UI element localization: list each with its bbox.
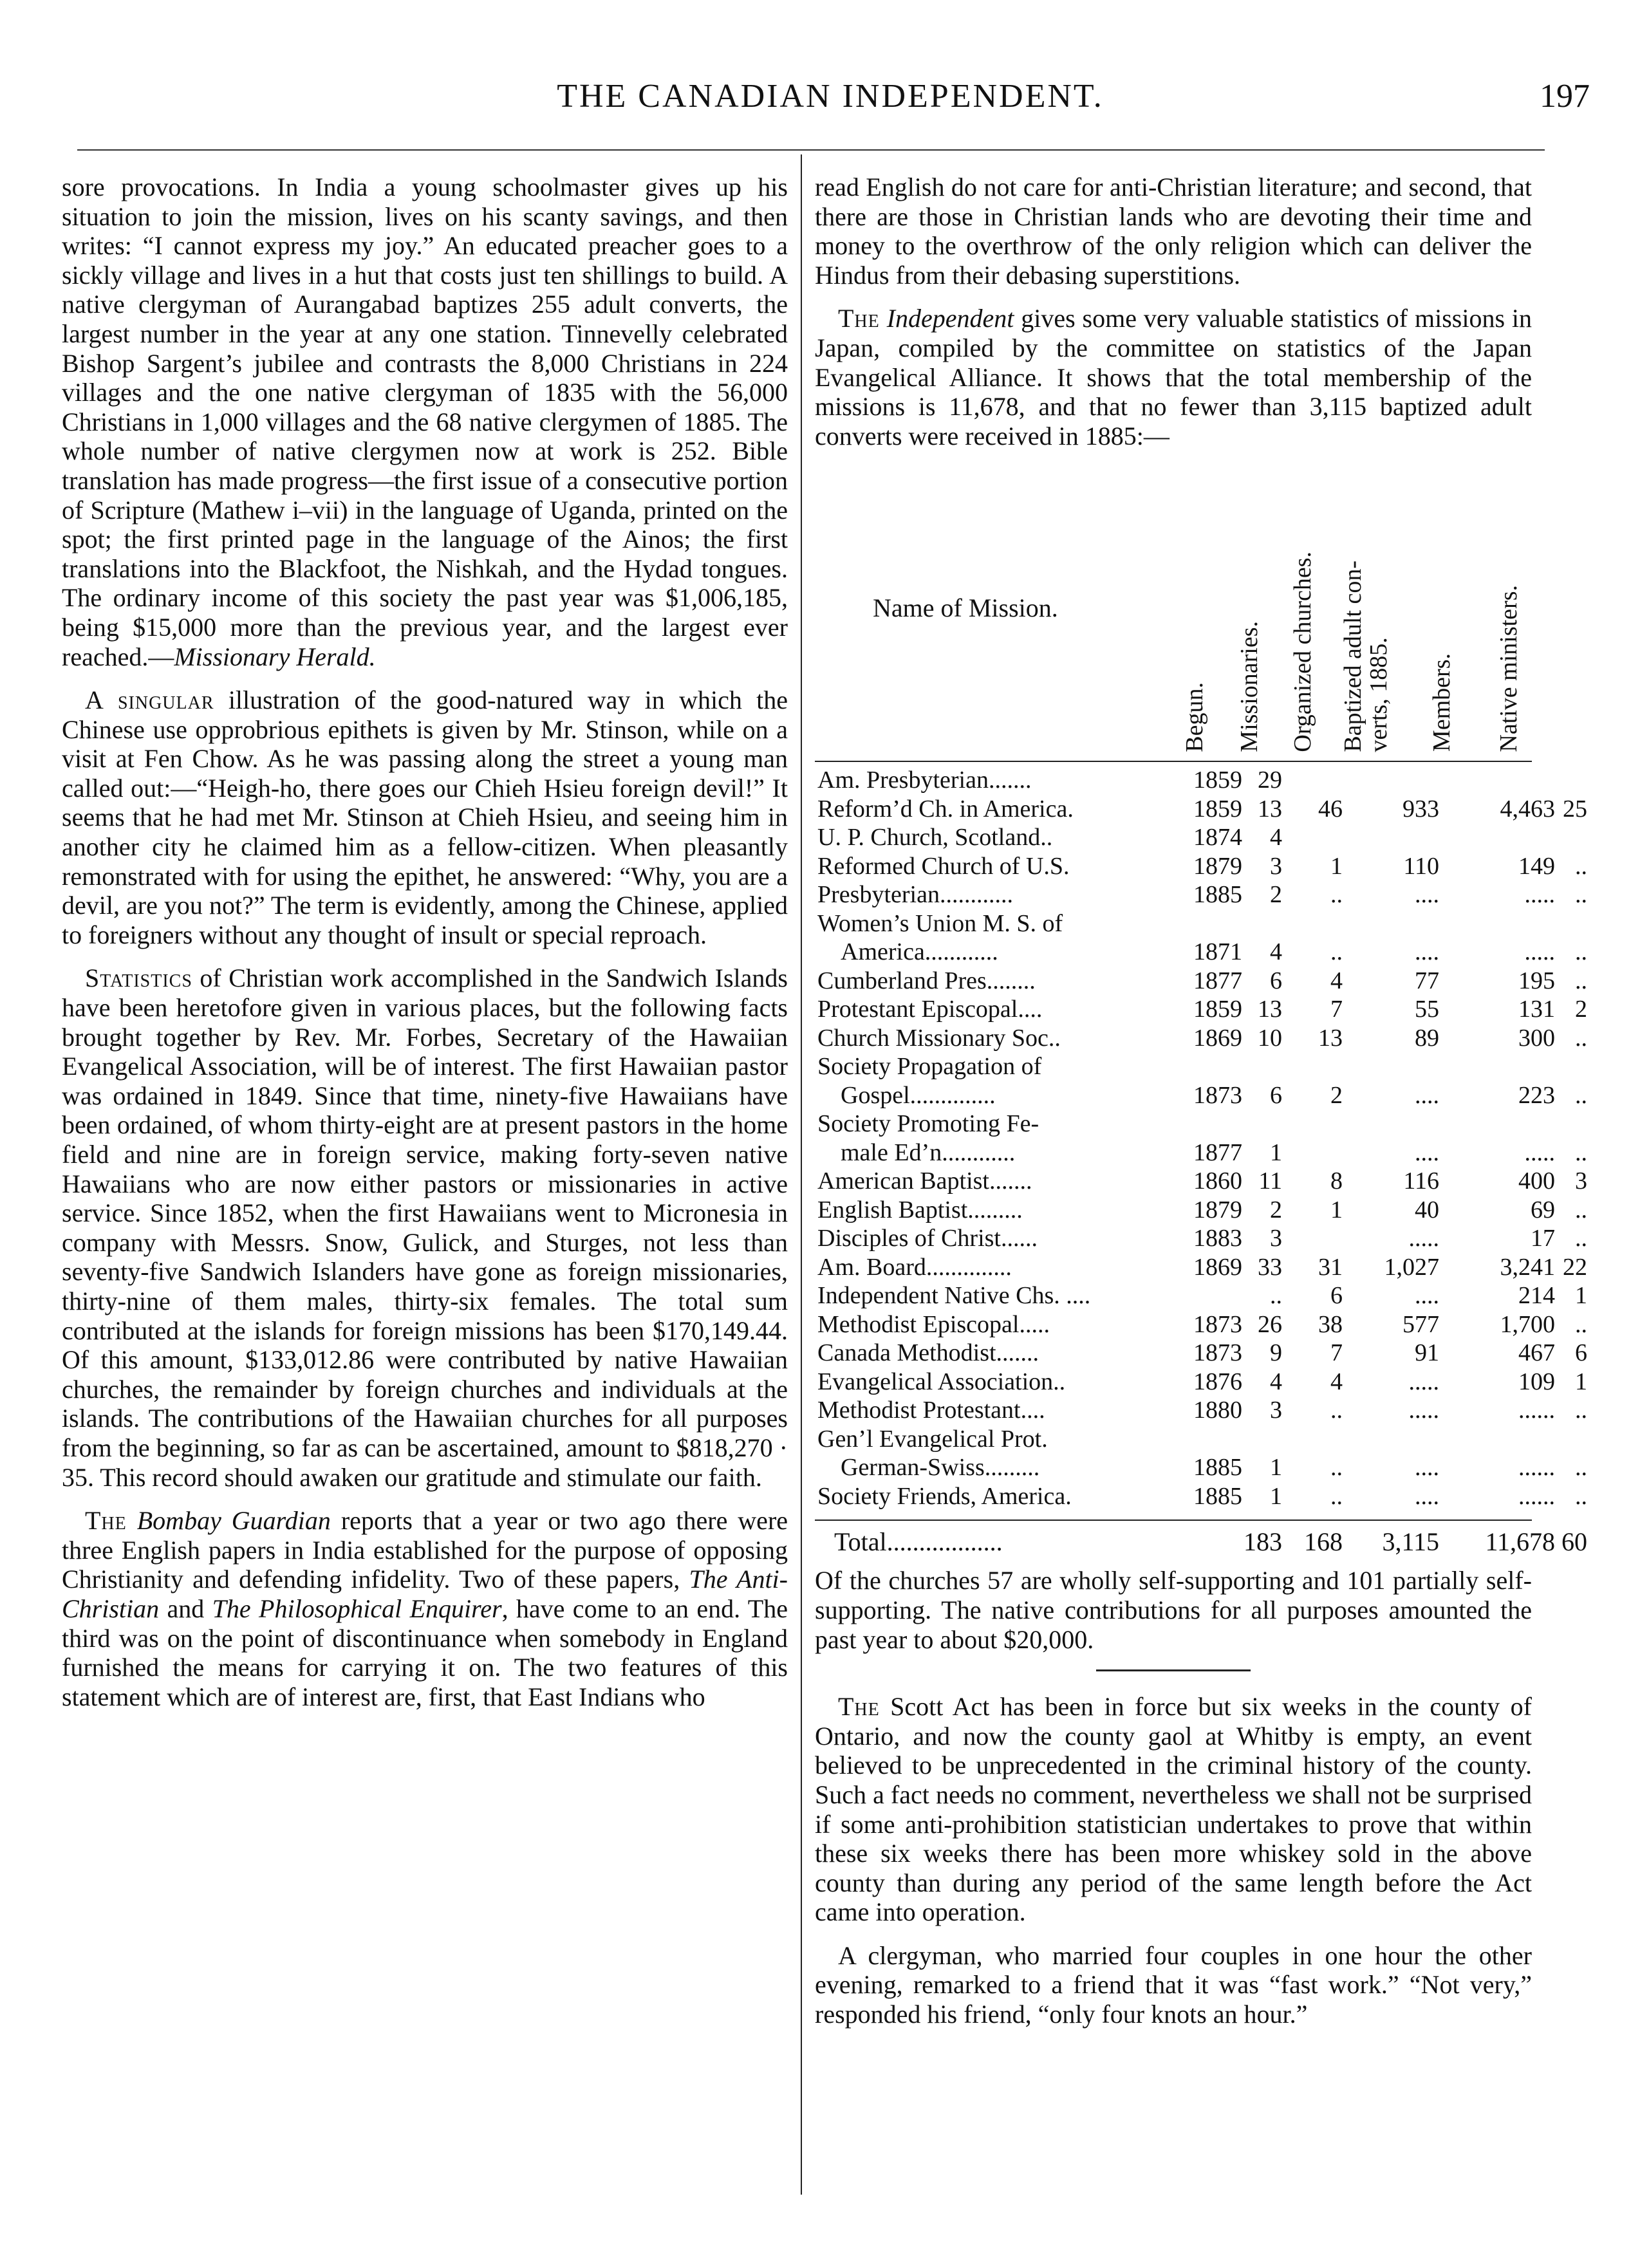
cell-chu: 7 [1330,996,1343,1023]
header-name-of-mission: Name of Mission. [873,593,1058,622]
cell-chu: 6 [1330,1282,1343,1310]
mission-name: Society Friends, America. [817,1482,1072,1510]
cell-beg: 1873 [1193,1310,1242,1338]
cell-nat: .. [1575,881,1587,909]
cell-bap: 577 [1402,1310,1439,1338]
mission-name: Presbyterian............ [817,881,1013,909]
cell-beg: 1859 [1193,767,1242,794]
cell-bap: 110 [1403,852,1439,880]
cell-nat: .. [1575,1225,1587,1252]
cell-chu: 8 [1330,1167,1343,1195]
source-attribution: Missionary Herald. [174,642,376,671]
table-row [815,1425,1532,1454]
cell-bap: 1,027 [1384,1253,1439,1281]
cell-mis: 10 [1258,1024,1282,1052]
cell-mis: 9 [1270,1339,1282,1367]
cell-bap: 116 [1403,1167,1439,1195]
cell-nat: .. [1575,1139,1587,1166]
table-row [815,995,1587,1024]
paper-name: The Philosophical Enquirer [212,1594,502,1623]
cell-bap: ..... [1408,1397,1439,1424]
paper-name: Bombay Guardian [136,1506,331,1536]
table-row [815,795,1587,824]
cell-beg: 1859 [1193,795,1242,823]
lead-word: A singular [85,685,214,715]
cell-mem: 17 [1531,1225,1555,1252]
cell-chu: 46 [1318,795,1343,823]
publication-title: THE CANADIAN INDEPENDENT. [557,78,1104,115]
cell-bap: ..... [1408,1368,1439,1395]
cell-bap: ..... [1408,1225,1439,1252]
table-row [815,1052,1532,1081]
missions-statistics-table [815,465,1587,1558]
table-row [815,1396,1587,1425]
mission-name: Methodist Protestant.... [817,1397,1045,1424]
cell-mem: 4,463 [1500,795,1555,823]
cell-bap: .... [1415,1482,1439,1510]
cell-nat: 25 [1563,795,1587,823]
section-divider [1096,1669,1251,1671]
cell-chu: .. [1330,1397,1343,1424]
cell-mis: 2 [1270,1196,1282,1223]
table-row [815,1196,1587,1225]
cell-mem: 195 [1518,967,1555,994]
header-native-ministers: Native ministers. [1495,584,1522,752]
cell-mem: 400 [1518,1167,1555,1195]
table-row [815,967,1587,996]
mission-name: American Baptist....... [817,1167,1032,1195]
cell-bap: 77 [1415,967,1439,994]
cell-mis: 3 [1270,1397,1282,1424]
table-row [815,938,1587,967]
paragraph-japan-statistics: The Independent gives some very valuable statistics of missions in Japan, compiled by the committee on statistics of the Japan Evangelical Alliance. It shows that the total membership of the missions is 11,678, and that no fewer than 3,115 baptized adult converts were received in 1885:— [815,304,1532,451]
cell-beg: 1874 [1193,824,1242,851]
mission-name: German-Swiss......... [841,1454,1040,1482]
mission-name: Methodist Episcopal..... [817,1310,1050,1338]
table-row [815,1339,1587,1368]
cell-beg: 1860 [1193,1167,1242,1195]
right-column [815,172,1587,2043]
cell-nat: .. [1575,938,1587,966]
cell-mis: 2 [1270,881,1282,909]
cell-mis: 1 [1270,1139,1282,1166]
cell-mis: 13 [1258,795,1282,823]
cell-bap: .... [1415,1139,1439,1166]
cell-mem: ..... [1524,938,1555,966]
cell-beg: 1869 [1193,1253,1242,1281]
mission-name: Gospel.............. [841,1081,996,1109]
total-churches: 168 [1304,1527,1343,1557]
cell-beg: 1879 [1193,1196,1242,1223]
cell-chu: 1 [1330,1196,1343,1223]
cell-mis: 1 [1270,1482,1282,1510]
mission-name: Church Missionary Soc.. [817,1024,1061,1052]
mission-name: Society Promoting Fe- [817,1110,1039,1138]
cell-bap: .... [1415,881,1439,909]
mission-name: Reform’d Ch. in America. [817,795,1074,823]
cell-mem: 467 [1518,1339,1555,1367]
mission-name: Gen’l Evangelical Prot. [817,1425,1048,1453]
cell-beg: 1879 [1193,852,1242,880]
cell-beg: 1859 [1193,996,1242,1023]
lead-word: The [838,304,880,333]
cell-mis: 26 [1258,1310,1282,1338]
mission-name: Society Propagation of [817,1053,1042,1081]
cell-mem: 214 [1518,1282,1555,1310]
cell-chu: 13 [1318,1024,1343,1052]
paragraph-india-missions: sore provocations. In India a young schoolmaster gives up his situation to join the mission, lives on his scanty savings, and then writes: “I cannot express my joy.” An educated preacher goes to a sickly village and lives in a hut that costs just ten shillings to build. A native clergyman of Aurangabad baptizes 255 adult converts, the largest number in the year at any one station. Tinnevelly celebrated Bishop Sargent’s jubilee and contrasts the 8,000 Christians in 224 villages and the one native clergyman of 1835 with the 56,000 Christians in 1,000 villages and the 68 native clergymen of 1885. The whole number of native clergymen now at work is 252. Bible translation has made progress—the first issue of a consecutive portion of Scripture (Mathew i–vii) in the language of Uganda, printed on the spot; the first printed page in the language of the Ainos; the first translations into the Blackfoot, the Nishkah, and the Hydad tongues. The ordinary income of this society the past year was $1,006,185, being $15,000 more than the previous year, and the largest ever reached.—Missionary Herald. [62,172,788,671]
cell-mis: 4 [1270,938,1282,966]
table-row [815,1110,1532,1139]
table-row [815,766,1532,795]
mission-name: Cumberland Pres........ [817,967,1036,994]
mission-name: Protestant Episcopal.... [817,996,1043,1023]
paragraph-scott-act: The Scott Act has been in force but six weeks in the county of Ontario, and now the county gaol at Whitby is empty, an event believed to be unprecedented in the criminal history of the county. Such a fact needs no comment, nevertheless we shall not be surprised if some anti-prohibition statistician undertakes to prove that within these six weeks there has been more whiskey sold in the above county than during any period of the same length before the Act came into operation. [815,1692,1532,1927]
lead-word: The [838,1692,880,1722]
cell-mis: 3 [1270,1225,1282,1252]
table-row [815,880,1587,909]
cell-nat: .. [1575,967,1587,994]
mission-name: Disciples of Christ...... [817,1225,1038,1252]
left-column [62,172,788,1725]
cell-mem: ...... [1518,1397,1555,1424]
table-row [815,823,1532,852]
cell-mem: 300 [1518,1024,1555,1052]
paper-name: Independent [886,304,1014,333]
cell-beg: 1880 [1193,1397,1242,1424]
paragraph-chinese-epithets: A singular illustration of the good-natured way in which the Chinese use opprobrious epithets is given by Mr. Stinson, while on a visit at Fen Chow. As he was passing along the street a young man called out:—“Heigh-ho, there goes our Chieh Hsieu foreign devil!” It seems that he had met Mr. Stinson at Chieh Hsieu, and seeing him in another city he claimed him as a fellow-citizen. When pleasantly remonstrated with for using the epithet, he answered: “Why, you are a devil, are you not?” The term is evidently, among the Chinese, applied to foreigners without any thought of insult or special reproach. [62,685,788,949]
table-row [815,909,1532,938]
mission-name: Women’s Union M. S. of [817,909,1063,937]
cell-bap: 89 [1415,1024,1439,1052]
total-baptized: 3,115 [1382,1527,1439,1557]
table-row [815,1281,1587,1310]
mission-name: America............ [841,938,998,966]
cell-bap: 40 [1415,1196,1439,1223]
column-divider [801,154,802,2195]
table-row [815,1253,1587,1282]
mission-name: Evangelical Association.. [817,1368,1066,1395]
cell-nat: 22 [1563,1253,1587,1281]
table-row [815,1368,1587,1397]
cell-mem: 69 [1531,1196,1555,1223]
cell-bap: .... [1415,938,1439,966]
cell-mis: .. [1270,1282,1282,1310]
cell-bap: .... [1415,1454,1439,1482]
header-begun: Begun. [1181,682,1208,752]
paragraph-clergyman-joke: A clergyman, who married four couples in one hour the other evening, remarked to a friend that it was “fast work.” “Not very,” responded his friend, “only four knots an hour.” [815,1940,1532,2029]
mission-name: U. P. Church, Scotland.. [817,824,1053,851]
cell-nat: .. [1575,852,1587,880]
cell-mis: 13 [1258,996,1282,1023]
mission-name: Reformed Church of U.S. [817,852,1070,880]
table-row [815,1024,1587,1053]
cell-chu: 4 [1330,1368,1343,1395]
table-row [815,1482,1587,1511]
cell-beg: 1873 [1193,1081,1242,1109]
cell-nat: .. [1575,1196,1587,1223]
cell-beg: 1876 [1193,1368,1242,1395]
cell-chu: .. [1330,1454,1343,1482]
cell-beg: 1873 [1193,1339,1242,1367]
cell-mem: ...... [1518,1454,1555,1482]
cell-nat: .. [1575,1454,1587,1482]
paragraph-bombay-guardian: The Bombay Guardian reports that a year or two ago there were three English papers in India established for the purpose of opposing Christianity and defending infidelity. Two of these papers, The Anti-Christian and The Philosophical Enquirer, have come to an end. The third was on the point of discontinuance when somebody in England furnished the means for carrying it on. The two features of this statement which are of interest are, first, that East Indians who [62,1506,788,1711]
cell-mis: 6 [1270,967,1282,994]
mission-name: Canada Methodist....... [817,1339,1039,1367]
cell-beg: 1883 [1193,1225,1242,1252]
cell-mis: 33 [1258,1253,1282,1281]
table-row [815,1453,1587,1482]
cell-chu: 1 [1330,852,1343,880]
cell-mem: ...... [1518,1482,1555,1510]
cell-bap: 933 [1402,795,1439,823]
cell-mem: ..... [1524,881,1555,909]
mission-name: Independent Native Chs. .... [817,1282,1091,1310]
cell-nat: 3 [1575,1167,1587,1195]
header-baptized-converts: Baptized adult con- verts, 1885. [1339,560,1392,752]
cell-mem: 223 [1518,1081,1555,1109]
cell-mis: 3 [1270,852,1282,880]
table-row [815,1081,1587,1110]
cell-chu: 4 [1330,967,1343,994]
cell-mem: 1,700 [1500,1310,1555,1338]
table-row [815,1310,1587,1339]
cell-beg: 1885 [1193,881,1242,909]
cell-chu: .. [1330,938,1343,966]
total-rule [815,1520,1532,1521]
paragraph-anti-christian-literature: read English do not care for anti-Christian literature; and second, that there are those in Christian lands who are devoting their time and money to the overthrow of the only religion which can deliver the Hindus from their debasing superstitions. [815,172,1532,290]
cell-beg: 1877 [1193,967,1242,994]
cell-nat: .. [1575,1310,1587,1338]
cell-beg: 1877 [1193,1139,1242,1166]
paragraph-self-supporting: Of the churches 57 are wholly self-supporting and 101 partially self-supporting. The native contributions for all purposes amounted the past year to about $20,000. [815,1566,1532,1654]
page-header [64,77,1596,129]
cell-mis: 6 [1270,1081,1282,1109]
table-row [815,1139,1587,1167]
cell-beg: 1885 [1193,1482,1242,1510]
cell-mem: ..... [1524,1139,1555,1166]
cell-beg: 1869 [1193,1024,1242,1052]
mission-name: Am. Presbyterian....... [817,767,1032,794]
total-members: 11,678 [1485,1527,1555,1557]
table-body [815,762,1587,1510]
table-row [815,1167,1587,1196]
cell-bap: 91 [1415,1339,1439,1367]
table-header [815,465,1532,762]
paragraph-hawaiian-statistics: Statistics of Christian work accomplished in the Sandwich Islands have been heretofore given in various places, but the following facts brought together by Rev. Mr. Forbes, Secretary of the Hawaiian Evangelical Association, will be of interest. The first Hawaiian pastor was ordained in 1849. Since that time, ninety-five Hawaiians have been ordained, of whom thirty-eight are at present pastors in the home field and nine are in foreign service, making forty-seven native Hawaiians who are now either pastors or missionaries in active service. Since 1852, when the first Hawaiians went to Micronesia in company with Messrs. Snow, Gulick, and Sturges, not less than seventy-five Sandwich Islanders have gone as foreign missionaries, thirty-nine of them males, thirty-six females. The total sum contributed at the islands for foreign missions has been $170,149.44. Of this amount, $133,012.86 were contributed by native Hawaiian churches, the remainder by foreign churches and individuals at the islands. The contributions of the Hawaiian churches for all purposes from the beginning, so far as can be ascertained, amount to $818,270 · 35. This record should awaken our gratitude and stimulate our faith. [62,963,788,1492]
cell-mem: 131 [1518,996,1555,1023]
header-members: Members. [1428,653,1455,752]
header-rule [77,149,1545,151]
total-missionaries: 183 [1244,1527,1282,1557]
cell-mis: 1 [1270,1454,1282,1482]
header-organized-churches: Organized churches. [1289,551,1316,752]
cell-mis: 4 [1270,1368,1282,1395]
page-number: 197 [1540,78,1590,115]
cell-beg: 1885 [1193,1454,1242,1482]
total-native-ministers: 60 [1561,1527,1587,1557]
cell-chu: 2 [1330,1081,1343,1109]
cell-mis: 4 [1270,824,1282,851]
cell-nat: .. [1575,1024,1587,1052]
cell-nat: 6 [1575,1339,1587,1367]
cell-bap: 55 [1415,996,1439,1023]
cell-nat: .. [1575,1081,1587,1109]
mission-name: male Ed’n............ [841,1139,1016,1166]
cell-mem: 3,241 [1500,1253,1555,1281]
total-label: Total.................. [834,1527,1003,1557]
mission-name: Am. Board.............. [817,1253,1012,1281]
cell-mem: 149 [1518,852,1555,880]
cell-bap: .... [1415,1081,1439,1109]
cell-chu: .. [1330,881,1343,909]
table-row [815,1224,1587,1253]
cell-mis: 11 [1258,1167,1282,1195]
cell-nat: .. [1575,1482,1587,1510]
cell-bap: .... [1415,1282,1439,1310]
cell-nat: 1 [1575,1368,1587,1395]
cell-nat: .. [1575,1397,1587,1424]
total-row [815,1527,1587,1558]
cell-chu: 31 [1318,1253,1343,1281]
header-missionaries: Missionaries. [1236,620,1263,752]
lead-word: The [85,1506,127,1536]
mission-name: English Baptist......... [817,1196,1023,1223]
paper-name: The Anti-Christian [62,1565,788,1623]
cell-nat: 1 [1575,1282,1587,1310]
cell-beg: 1871 [1193,938,1242,966]
cell-mem: 109 [1518,1368,1555,1395]
lead-word: Statistics [85,963,192,993]
cell-nat: 2 [1575,996,1587,1023]
cell-mis: 29 [1258,767,1282,794]
cell-chu: 7 [1330,1339,1343,1367]
cell-chu: .. [1330,1482,1343,1510]
table-row [815,852,1587,881]
cell-chu: 38 [1318,1310,1343,1338]
